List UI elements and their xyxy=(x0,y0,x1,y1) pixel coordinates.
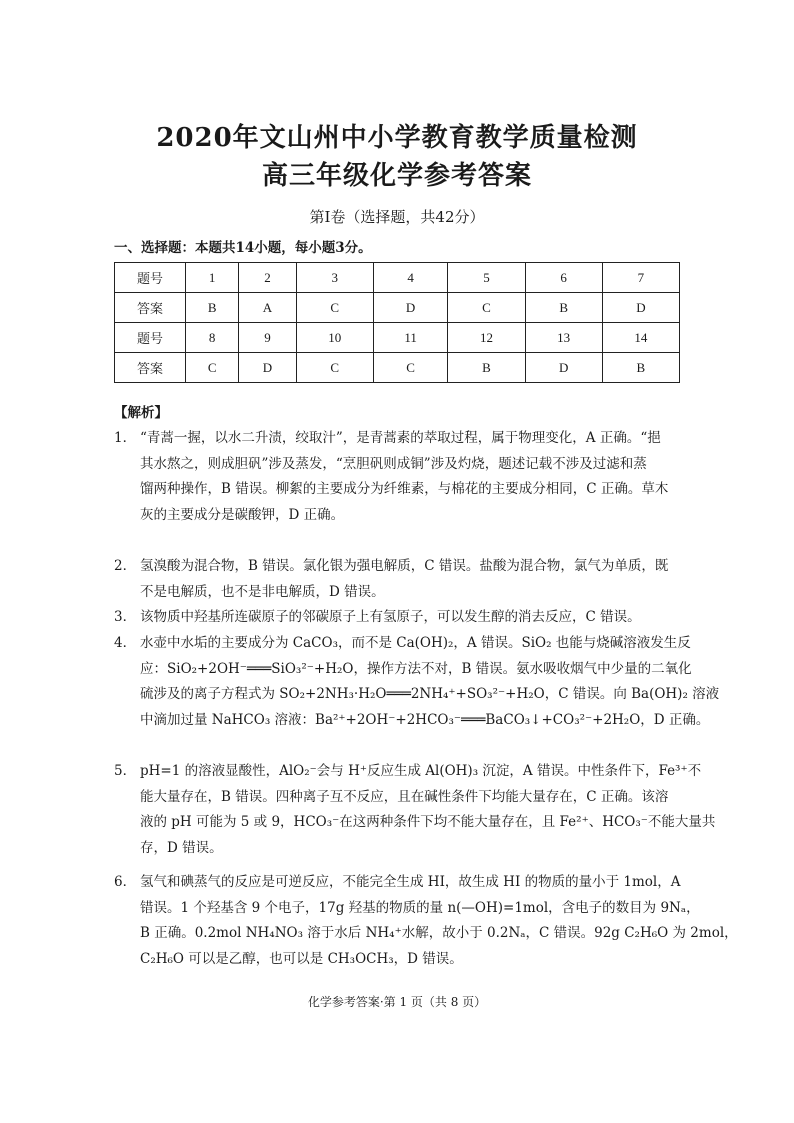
item-line: pH=1 的溶液显酸性，AlO₂⁻会与 H⁺反应生成 Al(OH)₃ 沉淀，A 错误。中性条件下，Fe³⁺不 xyxy=(140,763,702,779)
table-cell: C xyxy=(448,293,525,323)
table-cell: 3 xyxy=(296,263,373,293)
table-cell: 9 xyxy=(239,323,296,353)
table-row xyxy=(115,323,680,353)
item-line: 中滴加过量 NaHCO₃ 溶液：Ba²⁺+2OH⁻+2HCO₃⁻═══BaCO₃↓+CO₃²⁻+2H₂O，D 正确。 xyxy=(140,711,710,728)
item-number: 6． xyxy=(114,874,137,890)
item-number: 2． xyxy=(114,558,137,574)
item-line: “青蒿一握，以水二升渍，绞取汁”，是青蒿素的萃取过程，属于物理变化，A 正确。“挹 xyxy=(140,430,661,446)
item-line: 馏两种操作，B 错误。柳絮的主要成分为纤维素，与棉花的主要成分相同，C 正确。草木 xyxy=(140,481,669,497)
item-line: 存，D 错误。 xyxy=(140,839,223,856)
analysis-item xyxy=(114,631,720,733)
analysis-item xyxy=(114,605,684,631)
table-cell: D xyxy=(525,353,602,383)
table-cell: 5 xyxy=(448,263,525,293)
volume-heading: 第Ⅰ卷（选择题，共42分） xyxy=(309,208,485,226)
table-cell: 12 xyxy=(448,323,525,353)
item-line: 液的 pH 可能为 5 或 9，HCO₃⁻在这两种条件下均不能大量存在，且 Fe²⁺、HCO₃⁻不能大量共 xyxy=(140,814,716,830)
item-line: 该物质中羟基所连碳原子的邻碳原子上有氢原子，可以发生醇的消去反应，C 错误。 xyxy=(140,609,641,625)
page-title: 2020年文山州中小学教育教学质量检测 xyxy=(156,123,638,153)
analysis-item xyxy=(114,870,738,972)
item-line: 氢气和碘蒸气的反应是可逆反应，不能完全生成 HI，故生成 HI 的物质的量小于 1mol，A xyxy=(140,874,681,890)
answer-table xyxy=(114,262,680,383)
table-cell: D xyxy=(602,293,679,323)
item-line: B 正确。0.2mol NH₄NO₃ 溶于水后 NH₄⁺水解，故小于 0.2Nₐ，C 错误。92g C₂H₆O 为 2mol， xyxy=(140,925,738,941)
table-cell: 6 xyxy=(525,263,602,293)
table-cell: 1 xyxy=(186,263,239,293)
table-cell: C xyxy=(296,353,373,383)
item-line: 硫涉及的离子方程式为 SO₂+2NH₃·H₂O═══2NH₄⁺+SO₃²⁻+H₂O，C 错误。向 Ba(OH)₂ 溶液 xyxy=(140,686,720,702)
table-cell: 答案 xyxy=(115,293,186,323)
page-subtitle: 高三年级化学参考答案 xyxy=(261,161,532,191)
item-line: 错误。1 个羟基含 9 个电子，17g 羟基的物质的量 n(—OH)=1mol，含电子的数目为 9Nₐ， xyxy=(140,899,700,916)
table-cell: 10 xyxy=(296,323,373,353)
table-cell: B xyxy=(448,353,525,383)
item-line: 氢溴酸为混合物，B 错误。氯化银为强电解质，C 错误。盐酸为混合物，氯气为单质，既 xyxy=(140,558,669,574)
table-cell: A xyxy=(239,293,296,323)
analysis-item xyxy=(114,759,716,861)
table-row xyxy=(115,263,680,293)
item-line: 不是电解质，也不是非电解质，D 错误。 xyxy=(140,583,385,600)
table-cell: 4 xyxy=(373,263,448,293)
item-line: 能大量存在，B 错误。四种离子互不反应，且在碱性条件下均能大量存在，C 正确。该溶 xyxy=(140,788,669,805)
table-row xyxy=(115,293,680,323)
table-cell: 8 xyxy=(186,323,239,353)
table-cell: D xyxy=(239,353,296,383)
table-row xyxy=(115,353,680,383)
table-cell: 答案 xyxy=(115,353,186,383)
table-cell: B xyxy=(602,353,679,383)
item-line: 灰的主要成分是碳酸钾，D 正确。 xyxy=(140,506,345,523)
item-number: 3． xyxy=(114,609,137,625)
item-number: 4． xyxy=(114,635,137,651)
item-line: 水壶中水垢的主要成分为 CaCO₃，而不是 Ca(OH)₂，A 错误。SiO₂ 也能与烧碱溶液发生反 xyxy=(140,635,691,651)
analysis-heading: 【解析】 xyxy=(114,405,168,421)
table-cell: C xyxy=(296,293,373,323)
table-cell: C xyxy=(373,353,448,383)
table-cell: 2 xyxy=(239,263,296,293)
item-number: 1． xyxy=(114,430,137,446)
table-cell: D xyxy=(373,293,448,323)
item-line: 其水熬之，则成胆矾”涉及蒸发，“烹胆矾则成铜”涉及灼烧，题述记载不涉及过滤和蒸 xyxy=(140,455,647,472)
table-cell: 题号 xyxy=(115,323,186,353)
page-footer: 化学参考答案·第 1 页（共 8 页） xyxy=(307,995,487,1009)
table-cell: 11 xyxy=(373,323,448,353)
item-line: C₂H₆O 可以是乙醇，也可以是 CH₃OCH₃，D 错误。 xyxy=(140,950,463,967)
table-cell: B xyxy=(186,293,239,323)
item-number: 5． xyxy=(114,763,137,779)
table-cell: B xyxy=(525,293,602,323)
table-cell: C xyxy=(186,353,239,383)
table-cell: 14 xyxy=(602,323,679,353)
analysis-item xyxy=(114,554,684,605)
analysis-item xyxy=(114,426,684,528)
table-cell: 13 xyxy=(525,323,602,353)
table-cell: 题号 xyxy=(115,263,186,293)
section-heading: 一、选择题：本题共14小题，每小题3分。 xyxy=(114,240,372,256)
table-cell: 7 xyxy=(602,263,679,293)
item-line: 应：SiO₂+2OH⁻═══SiO₃²⁻+H₂O，操作方法不对，B 错误。氨水吸收烟气中少量的二氧化 xyxy=(140,660,692,677)
